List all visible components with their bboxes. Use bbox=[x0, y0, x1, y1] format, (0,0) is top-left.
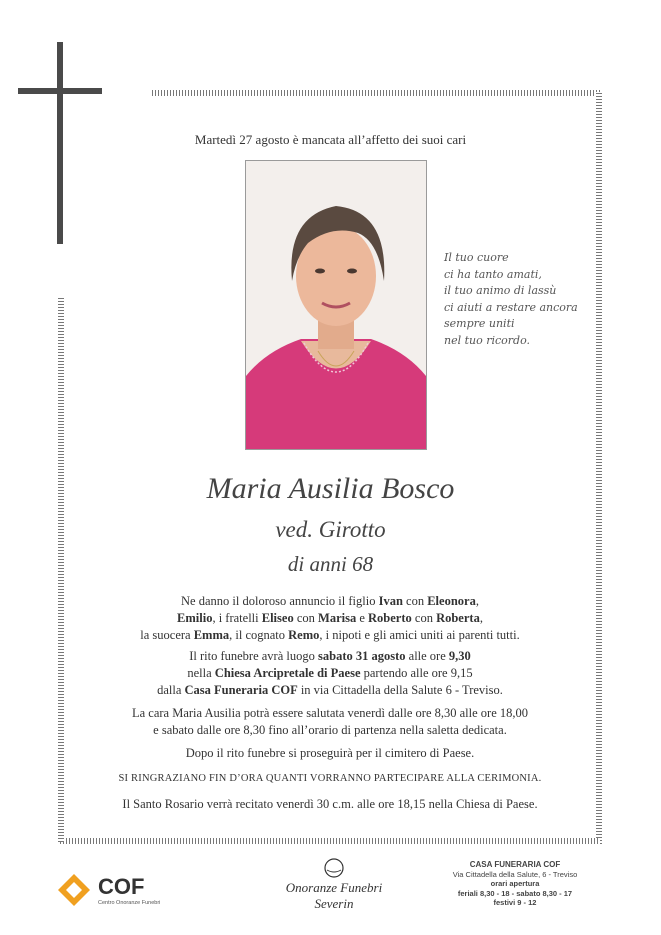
family-name: Roberto bbox=[368, 611, 412, 625]
funeral-home-title: CASA FUNERARIA COF bbox=[469, 860, 561, 869]
family-name: Emilio bbox=[177, 611, 213, 625]
family-name: Eliseo bbox=[261, 611, 294, 625]
text: con bbox=[293, 611, 319, 625]
family-name: Eleonora bbox=[427, 594, 476, 608]
deceased-spouse: ved. Girotto bbox=[275, 517, 386, 542]
verse-line: nel tuo ricordo. bbox=[444, 333, 531, 347]
text: con bbox=[411, 611, 437, 625]
cemetery-info: Dopo il rito funebre si proseguirà per il cimitero di Paese. bbox=[185, 746, 475, 760]
funeral-time: 9,30 bbox=[448, 649, 471, 663]
verse-line: sempre uniti bbox=[444, 317, 515, 330]
cof-logo-subtitle: Centro Onoranze Funebri bbox=[98, 900, 161, 906]
family-announcement bbox=[60, 593, 600, 644]
visitation-info bbox=[60, 705, 600, 739]
rosary-info: Il Santo Rosario verrà recitato venerdì 30 c.m. alle ore 18,15 nella Chiesa di Paese. bbox=[122, 797, 538, 811]
text: , i nipoti e gli amici uniti ai parenti tutti. bbox=[319, 628, 520, 642]
memorial-verse bbox=[444, 250, 578, 349]
text: alle ore bbox=[405, 649, 449, 663]
severin-logo bbox=[270, 858, 398, 912]
weekday-hours: feriali 8,30 - 18 - sabato 8,30 - 17 bbox=[457, 888, 573, 898]
family-name: Emma bbox=[193, 628, 230, 642]
text: con bbox=[402, 594, 428, 608]
verse-line: ci aiuti a restare ancora bbox=[444, 300, 578, 314]
funeral-date: sabato 31 agosto bbox=[318, 649, 406, 663]
family-name: Ivan bbox=[378, 594, 403, 608]
text: , bbox=[479, 611, 483, 625]
portrait-photo bbox=[245, 160, 427, 450]
text: in via Cittadella della Salute 6 - Treviso. bbox=[297, 683, 503, 697]
cof-diamond-icon bbox=[56, 872, 92, 908]
cof-logo bbox=[56, 872, 166, 912]
family-name: Marisa bbox=[318, 611, 357, 625]
church-name: Chiesa Arcipretale di Paese bbox=[214, 666, 361, 680]
text: e bbox=[356, 611, 369, 625]
funeral-home-name: Casa Funeraria COF bbox=[184, 683, 298, 697]
funeral-home-address: Via Cittadella della Salute, 6 - Treviso bbox=[452, 869, 578, 879]
funeral-details bbox=[60, 648, 600, 699]
death-announcement-headline: Martedì 27 agosto è mancata all’affetto dei suoi cari bbox=[194, 132, 467, 147]
text: dalla bbox=[157, 683, 185, 697]
text: Il rito funebre avrà luogo bbox=[189, 649, 318, 663]
text: e sabato dalle ore 8,30 fino all’orario di partenza nella saletta dedicata. bbox=[153, 723, 507, 737]
deceased-age: di anni 68 bbox=[287, 552, 374, 576]
frame-border-top bbox=[152, 90, 600, 96]
cof-logo-text: COF bbox=[98, 874, 145, 899]
text: , i fratelli bbox=[212, 611, 262, 625]
opening-hours-title: orari apertura bbox=[490, 879, 540, 888]
verse-line: Il tuo cuore bbox=[444, 251, 509, 264]
verse-line: il tuo animo di lassù bbox=[444, 284, 557, 297]
severin-line-1: Onoranze Funebri bbox=[285, 880, 383, 895]
holiday-hours: festivi 9 - 12 bbox=[493, 898, 537, 907]
severin-line-2: Severin bbox=[314, 896, 354, 911]
text: nella bbox=[187, 666, 215, 680]
text: , il cognato bbox=[229, 628, 289, 642]
text: , bbox=[475, 594, 479, 608]
text: La cara Maria Ausilia potrà essere salutata venerdì dalle ore 8,30 alle ore 18,00 bbox=[131, 706, 528, 720]
verse-line: ci ha tanto amati, bbox=[444, 267, 542, 281]
severin-emblem-icon bbox=[322, 858, 346, 878]
cross-horizontal bbox=[18, 88, 102, 94]
funeral-home-info bbox=[430, 860, 600, 908]
frame-border-bottom bbox=[60, 838, 600, 844]
text: Ne danno il doloroso annuncio il figlio bbox=[181, 594, 379, 608]
deceased-name: Maria Ausilia Bosco bbox=[206, 472, 455, 505]
text: partendo alle ore 9,15 bbox=[360, 666, 473, 680]
thanks-note: SI RINGRAZIANO FIN D’ORA QUANTI VORRANNO PARTECIPARE ALLA CERIMONIA. bbox=[118, 773, 542, 784]
family-name: Roberta bbox=[436, 611, 480, 625]
family-name: Remo bbox=[288, 628, 320, 642]
text: la suocera bbox=[140, 628, 194, 642]
